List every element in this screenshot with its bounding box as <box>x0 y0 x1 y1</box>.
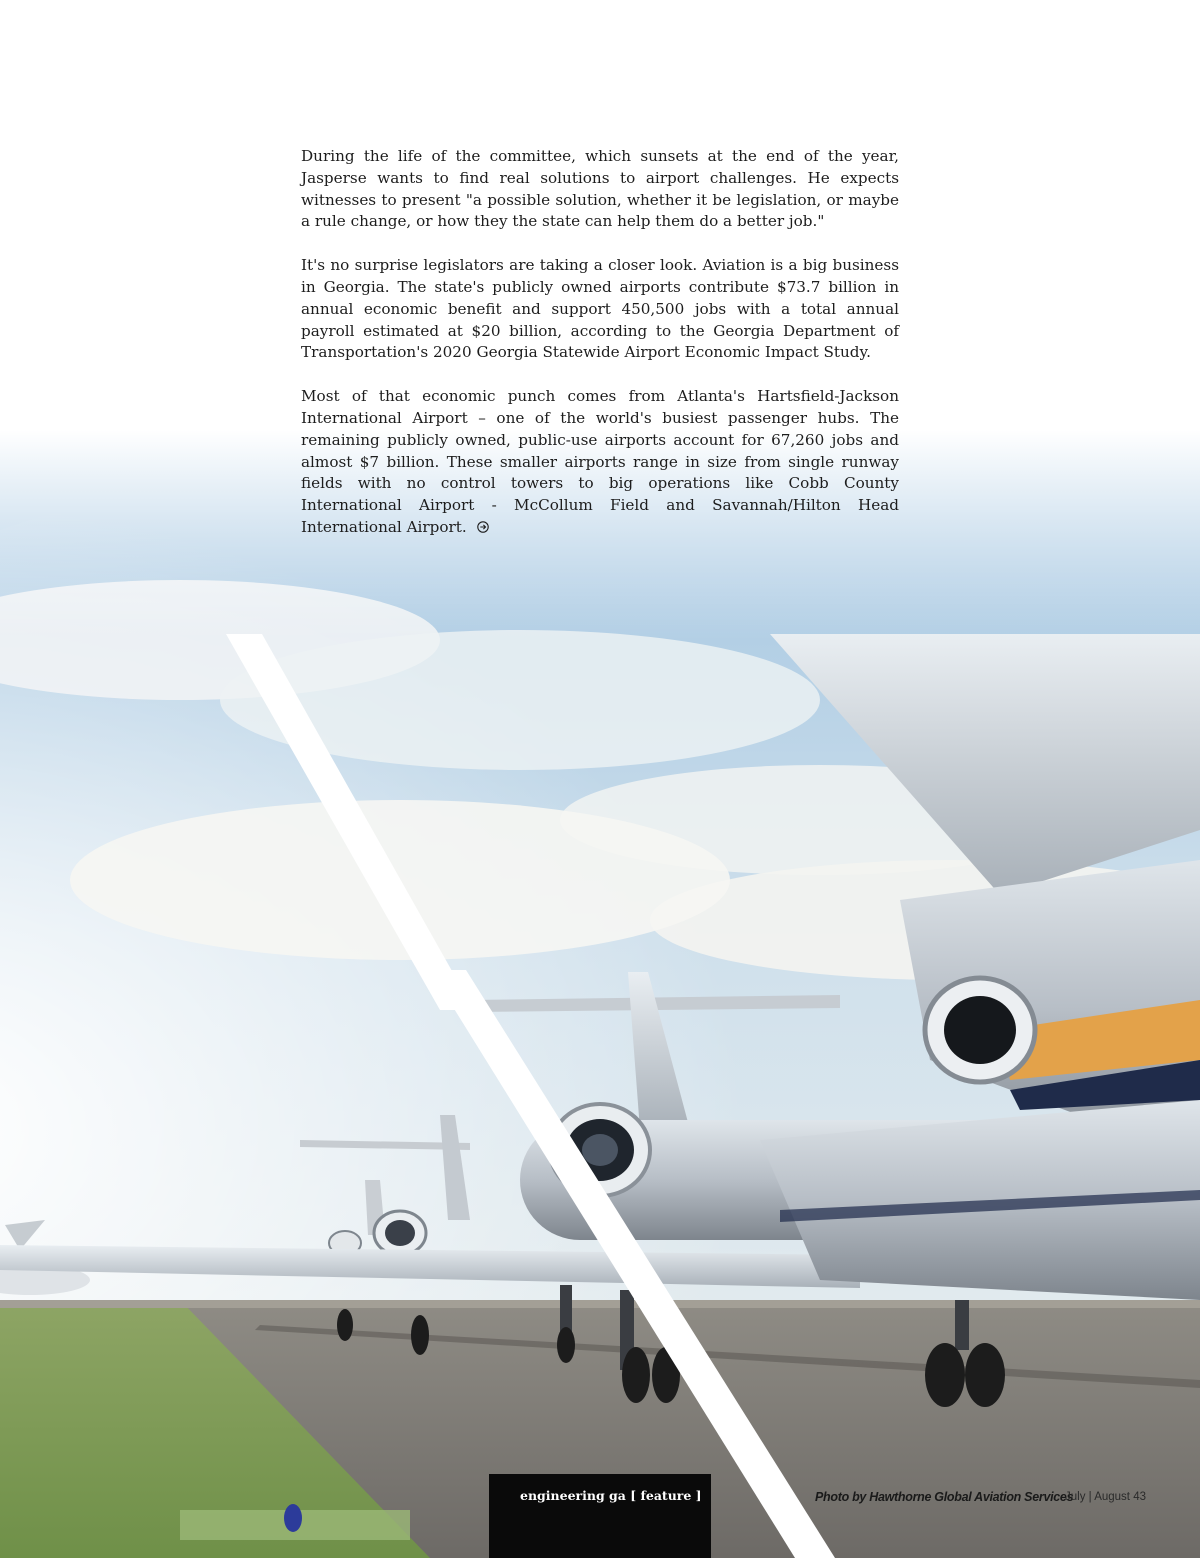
circle-arrow-right-icon <box>477 521 489 533</box>
article-paragraph-1: During the life of the committee, which sunsets at the end of the year, Jasperse wants to find real solutions to airport challenges. He expects witnesses to present "a possible solution, whether it be legislation, or maybe a rule change, or how they the state can help them do a better job." <box>301 147 899 231</box>
airplane-row-photo <box>0 430 1200 1558</box>
footer-brand-box <box>489 1474 711 1558</box>
article-body <box>301 146 899 561</box>
photo-credit: Photo by Hawthorne Global Aviation Services <box>815 1490 1074 1504</box>
article-paragraph-3-text: Most of that economic punch comes from Atlanta's Hartsfield-Jackson International Airport – one of the world's busiest passenger hubs. The remaining publicly owned, public-use airports account for 67,260 jobs and almost $7 billion. These smaller airports range in size from single runway fields with no control towers to big operations like Cobb County International Airport - McCollum Field and Savannah/Hilton Head International Airport. <box>301 387 899 536</box>
issue-and-page-number: July | August 43 <box>1065 1491 1146 1503</box>
magazine-section-label: engineering ga [ feature ] <box>520 1488 702 1503</box>
article-paragraph-2: It's no surprise legislators are taking a closer look. Aviation is a big business in Georgia. The state's publicly owned airports contribute $73.7 billion in annual economic benefit and support 450,500 jobs with a total annual payroll estimated at $20 billion, according to the Georgia Department of Transportation's 2020 Georgia Statewide Airport Economic Impact Study. <box>301 256 899 362</box>
article-paragraph-3 <box>301 386 899 539</box>
